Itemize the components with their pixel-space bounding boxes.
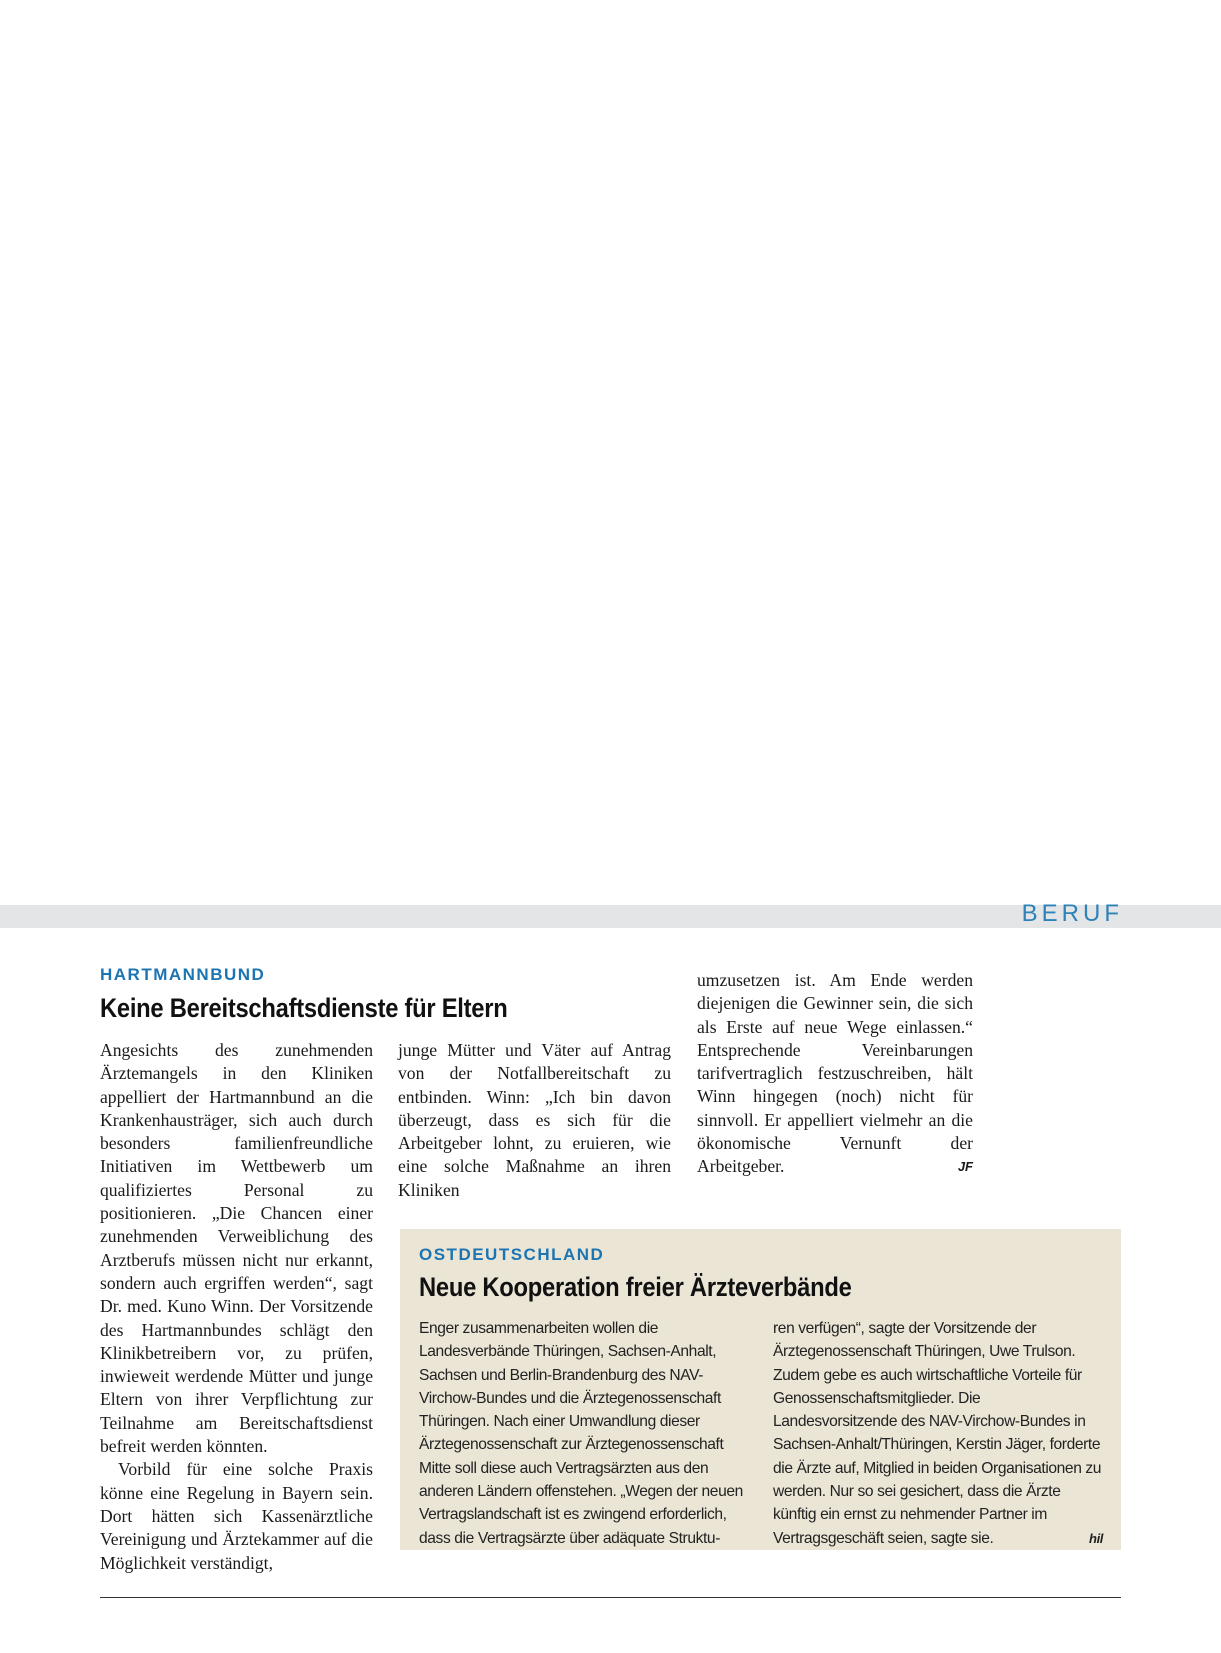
article1-headline: Keine Bereitschaftsdienste für Eltern [100,993,508,1023]
bottom-rule [100,1597,1121,1598]
article2-column-1 [419,1317,751,1550]
article1-column-1 [100,1039,373,1575]
article1-kicker: HARTMANNBUND [100,965,266,984]
article1-column-3-text: umzusetzen ist. Am Ende werden diejenigen die Gewinner sein, die sich als Erste auf neue Wege einlassen.“ Entsprechende Vereinbarungen tarifvertraglich festzuschreiben, hält Winn hingegen (noch) nicht für sinnvoll. Er appelliert vielmehr an die ökonomische Vernunft der Arbeitgeber. [697,970,973,1177]
section-label: BERUF [1021,900,1123,927]
article2-signature: hil [1089,1530,1103,1546]
article1-column-2-text: junge Mütter und Väter auf Antrag von der Notfallbereitschaft zu entbinden. Winn: „Ich bin davon überzeugt, dass es sich für die Arbeitgeber lohnt, zu eruieren, wie eine solche Maßnahme an ihren Kliniken [398,1040,671,1200]
article2-column-2 [773,1317,1103,1550]
article1-signature: JF [957,1159,973,1175]
article1-paragraph-1: Angesichts des zunehmenden Ärztemangels in den Kliniken appelliert der Hartmannbund an die Krankenhausträger, sich auch durch besonders familienfreundliche Initiativen im Wettbewerb um qualifiziertes Personal zu positionieren. „Die Chancen einer zunehmenden Verweiblichung des Arztberufs müssen nicht nur erkannt, sondern auch ergriffen werden“, sagt Dr. med. Kuno Winn. Der Vorsitzende des Hartmannbundes schlägt den Klinikbetreibern vor, zu prüfen, inwieweit werdende Mütter und junge Eltern von ihrer Verpflichtung zur Teilnahme am Bereitschaftsdienst befreit werden könnten. [100,1040,373,1457]
article2-column-1-text: Enger zusammenarbeiten wollen die Landesverbände Thüringen, Sachsen-Anhalt, Sachsen und Berlin-Brandenburg des NAV-Virchow-Bundes und die Ärztegenossenschaft Thüringen. Nach einer Umwandlung dieser Ärztegenossenschaft zur Ärztegenossenschaft Mitte soll diese auch Vertragsärzten aus den anderen Ländern offenstehen. „Wegen der neuen Vertragslandschaft ist es zwingend erforderlich, dass die Vertragsärzte über adäquate Struktu- [419,1320,743,1547]
article1-column-2 [398,1039,671,1202]
article2-kicker: OSTDEUTSCHLAND [419,1245,605,1264]
article1-column-3 [697,969,973,1179]
article2-column-2-text: ren verfügen“, sagte der Vorsitzende der Ärztegenossenschaft Thüringen, Uwe Trulson. Zudem gebe es auch wirtschaftliche Vorteile für Genossenschaftsmitglieder. Die Landesvorsitzende des NAV-Virchow-Bundes in Sachsen-Anhalt/Thüringen, Kerstin Jäger, forderte die Ärzte auf, Mitglied in beiden Organisationen zu werden. Nur so sei gesichert, dass die Ärzte künftig ein ernst zu nehmender Partner im Vertragsgeschäft seien, sagte sie. [773,1320,1102,1547]
article2-box [400,1229,1121,1550]
article1-paragraph-2: Vorbild für eine solche Praxis könne eine Regelung in Bayern sein. Dort hätten sich Kassenärztliche Vereinigung und Ärztekammer auf die Möglichkeit verständigt, [100,1459,373,1573]
article2-headline: Neue Kooperation freier Ärzteverbände [419,1272,852,1302]
